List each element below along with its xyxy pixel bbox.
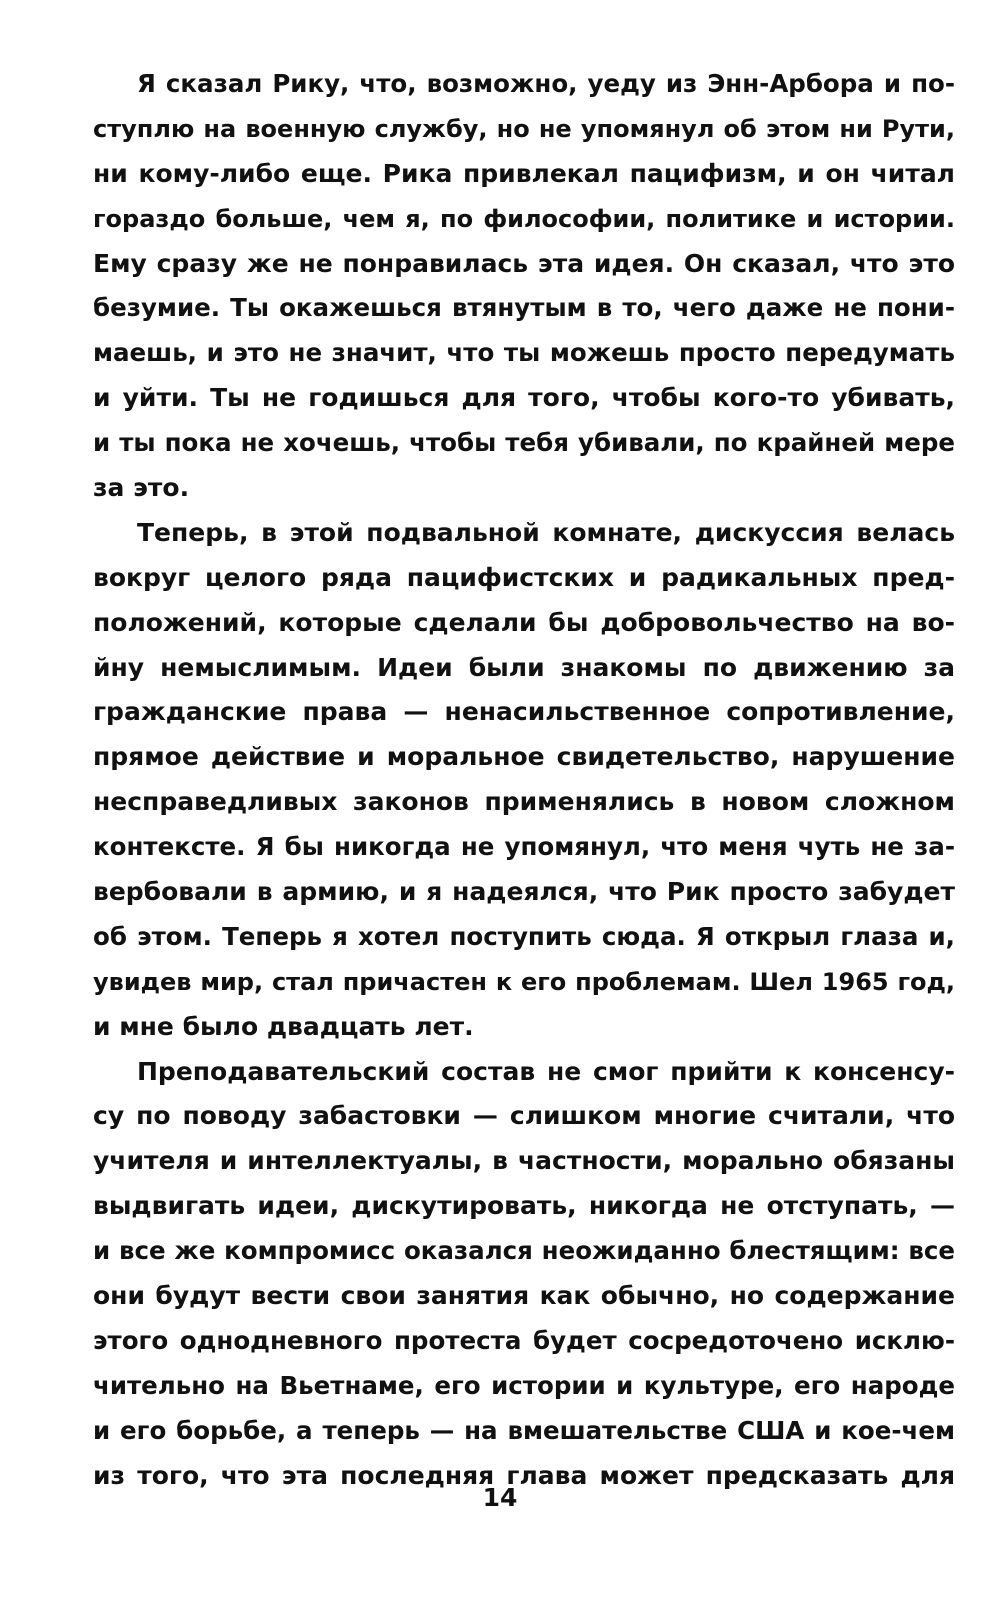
text-line: йну немыслимым. Идеи были знакомы по движению за	[93, 652, 955, 682]
text-line: выдвигать идеи, дискутировать, никогда не отступать, —	[93, 1191, 955, 1221]
text-line: прямое действие и моральное свидетельство, нарушение	[93, 742, 955, 772]
text-line: и ты пока не хочешь, чтобы тебя убивали, по крайней мере	[93, 428, 955, 458]
text-line: этого однодневного протеста будет сосредоточено исклю-	[93, 1325, 955, 1355]
text-line: и все же компромисс оказался неожиданно блестящим: все	[93, 1236, 955, 1266]
text-line: Преподавательский состав не смог прийти к консенсу-	[137, 1056, 955, 1086]
text-line: они будут вести свои занятия как обычно, но содержание	[93, 1281, 955, 1311]
text-line: чительно на Вьетнаме, его истории и культуре, его народе	[93, 1370, 955, 1400]
text-line: маешь, и это не значит, что ты можешь просто передумать	[93, 338, 955, 368]
body-text	[93, 62, 955, 1499]
text-line: об этом. Теперь я хотел поступить сюда. Я открыл глаза и,	[93, 921, 955, 951]
text-line: Я сказал Рику, что, возможно, уеду из Энн-Арбора и по-	[137, 69, 955, 98]
text-line: ступлю на военную службу, но не упомянул об этом ни Рути,	[93, 114, 955, 143]
text-line: из того, что эта последняя глава может предсказать для	[93, 1460, 955, 1490]
text-line: увидев мир, стал причастен к его проблемам. Шел 1965 год,	[93, 967, 955, 996]
text-line: вокруг целого ряда пацифистских и радикальных пред-	[93, 562, 955, 592]
text-line: Теперь, в этой подвальной комнате, дискуссия велась	[137, 517, 955, 547]
text-line: гражданские права — ненасильственное сопротивление,	[93, 697, 955, 727]
text-line: безумие. Ты окажешься втянутым в то, чего даже не пони-	[93, 293, 955, 323]
text-line: гораздо больше, чем я, по философии, политике и истории.	[93, 204, 955, 233]
text-line: су по поводу забастовки — слишком многие считали, что	[93, 1101, 955, 1131]
text-line: Ему сразу же не понравилась эта идея. Он сказал, что это	[93, 248, 955, 278]
text-line: за это.	[93, 473, 190, 503]
text-line: положений, которые сделали бы добровольчество на во-	[93, 607, 955, 637]
text-line: и уйти. Ты не годишься для того, чтобы кого-то убивать,	[93, 383, 955, 413]
text-line: и его борьбе, а теперь — на вмешательстве США и кое-чем	[93, 1415, 955, 1445]
text-line: учителя и интеллектуалы, в частности, морально обязаны	[93, 1146, 955, 1176]
page-number: 14	[482, 1483, 518, 1512]
text-line: ни кому-либо еще. Рика привлекал пацифизм, и он читал	[93, 158, 955, 188]
text-line: контексте. Я бы никогда не упомянул, что меня чуть не за-	[93, 832, 955, 862]
text-line: вербовали в армию, и я надеялся, что Рик просто забудет	[93, 877, 955, 907]
text-line: несправедливых законов применялись в новом сложном	[93, 787, 955, 817]
text-line: и мне было двадцать лет.	[93, 1011, 474, 1041]
